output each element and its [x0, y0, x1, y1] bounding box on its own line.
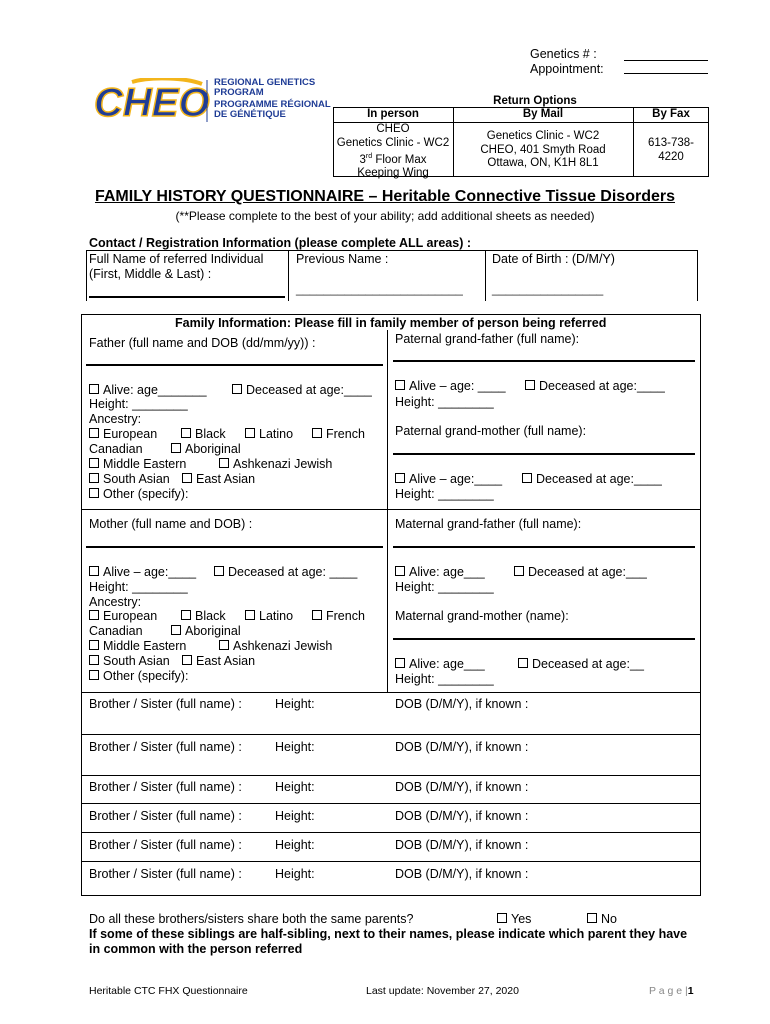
mother-european[interactable]: European [89, 609, 157, 623]
page-subtitle: (**Please complete to the best of your ability; add additional sheets as needed) [175, 209, 595, 223]
father-alive[interactable]: Alive: age_______ [89, 383, 207, 397]
appointment-field[interactable] [624, 73, 708, 74]
in-person-address: CHEO Genetics Clinic - WC2 3rd Floor Max Keeping Wing [336, 123, 450, 180]
father-aboriginal[interactable]: Aboriginal [171, 442, 241, 456]
dob-label: Date of Birth : (D/M/Y) [492, 252, 615, 266]
father-ancestry-label: Ancestry: [89, 412, 142, 426]
checkbox-icon[interactable] [171, 443, 181, 453]
sibling-divider-3 [81, 775, 701, 776]
mother-ancestry-label: Ancestry: [89, 595, 142, 609]
checkbox-icon[interactable] [395, 658, 405, 668]
sibling-4-label: Brother / Sister (full name) : [89, 809, 242, 823]
sibling-4-height: Height: [275, 809, 315, 823]
father-name-field[interactable] [86, 364, 383, 366]
previous-name-field[interactable]: ________________________ [296, 282, 463, 296]
mother-other[interactable]: Other (specify): [89, 669, 188, 683]
sibling-3-dob: DOB (D/M/Y), if known : [395, 780, 529, 794]
mother-black[interactable]: Black [181, 609, 226, 623]
checkbox-icon[interactable] [219, 458, 229, 468]
checkbox-icon[interactable] [219, 640, 229, 650]
father-label: Father (full name and DOB (dd/mm/yy)) : [89, 336, 316, 350]
pgm-name-field[interactable] [393, 453, 695, 455]
logo-text-3: PROGRAMME RÉGIONAL [214, 99, 331, 110]
checkbox-icon[interactable] [89, 670, 99, 680]
mother-middle-eastern[interactable]: Middle Eastern [89, 639, 186, 653]
sibling-3-label: Brother / Sister (full name) : [89, 780, 242, 794]
sibling-6-dob: DOB (D/M/Y), if known : [395, 867, 529, 881]
mgm-label: Maternal grand-mother (name): [395, 609, 569, 623]
mother-canadian: Canadian [89, 624, 143, 638]
pgm-label: Paternal grand-mother (full name): [395, 424, 587, 438]
contact-border-right [697, 250, 698, 301]
mgf-deceased[interactable]: Deceased at age:___ [514, 565, 647, 579]
checkbox-icon[interactable] [395, 380, 405, 390]
father-east-asian[interactable]: East Asian [182, 472, 255, 486]
mother-east-asian[interactable]: East Asian [182, 654, 255, 668]
checkbox-icon[interactable] [89, 428, 99, 438]
pgf-label: Paternal grand-father (full name): [395, 332, 580, 346]
family-info-heading: Family Information: Please fill in family member of person being referred [175, 316, 607, 330]
sibling-6-label: Brother / Sister (full name) : [89, 867, 242, 881]
pgm-alive[interactable]: Alive – age:____ [395, 472, 502, 486]
checkbox-icon[interactable] [395, 473, 405, 483]
sibling-6-height: Height: [275, 867, 315, 881]
sibling-divider-2 [81, 734, 701, 735]
full-name-field[interactable] [89, 296, 285, 298]
footer-doc-name: Heritable CTC FHX Questionnaire [89, 985, 248, 997]
sibling-5-height: Height: [275, 838, 315, 852]
checkbox-icon[interactable] [312, 610, 322, 620]
page-title: FAMILY HISTORY QUESTIONNAIRE – Heritable Connective Tissue Disorders [94, 188, 675, 205]
same-parents-yes[interactable]: Yes [497, 912, 531, 926]
father-latino[interactable]: Latino [245, 427, 293, 441]
checkbox-icon[interactable] [89, 458, 99, 468]
sibling-2-dob: DOB (D/M/Y), if known : [395, 740, 529, 754]
same-parents-no[interactable]: No [587, 912, 617, 926]
half-sibling-note-2: in common with the person referred [89, 942, 303, 956]
sibling-3-height: Height: [275, 780, 315, 794]
family-row-divider [81, 509, 701, 510]
checkbox-icon[interactable] [182, 655, 192, 665]
mother-deceased[interactable]: Deceased at age: ____ [214, 565, 357, 579]
mgm-deceased[interactable]: Deceased at age:__ [518, 657, 644, 671]
genetics-number-label: Genetics # : [530, 47, 597, 61]
checkbox-icon[interactable] [89, 655, 99, 665]
father-european[interactable]: European [89, 427, 157, 441]
pgm-deceased[interactable]: Deceased at age:____ [522, 472, 662, 486]
checkbox-icon[interactable] [497, 913, 507, 923]
footer-page: P a g e |1 [649, 985, 694, 997]
father-ashkenazi[interactable]: Ashkenazi Jewish [219, 457, 332, 471]
fax-number: 613-738- 4220 [647, 137, 695, 163]
mgf-alive[interactable]: Alive: age___ [395, 565, 485, 579]
svg-text:CHEO: CHEO [94, 81, 210, 125]
sibling-1-height: Height: [275, 697, 315, 711]
sibling-5-dob: DOB (D/M/Y), if known : [395, 838, 529, 852]
cheo-logo [92, 77, 331, 126]
checkbox-icon[interactable] [514, 566, 524, 576]
checkbox-icon[interactable] [181, 428, 191, 438]
sibling-divider-4 [81, 803, 701, 804]
by-mail-heading: By Mail [522, 108, 564, 120]
checkbox-icon[interactable] [525, 380, 535, 390]
father-middle-eastern[interactable]: Middle Eastern [89, 457, 186, 471]
in-person-heading: In person [367, 108, 419, 120]
sibling-divider-6 [81, 861, 701, 862]
checkbox-icon[interactable] [171, 625, 181, 635]
father-south-asian[interactable]: South Asian [89, 472, 170, 486]
mother-south-asian[interactable]: South Asian [89, 654, 170, 668]
checkbox-icon[interactable] [522, 473, 532, 483]
return-options-title: Return Options [493, 95, 577, 107]
full-name-label-1: Full Name of referred Individual [89, 252, 264, 266]
mgm-name-field[interactable] [393, 638, 695, 640]
checkbox-icon[interactable] [518, 658, 528, 668]
genetics-number-field[interactable] [624, 60, 708, 61]
mgm-alive[interactable]: Alive: age___ [395, 657, 485, 671]
checkbox-icon[interactable] [245, 428, 255, 438]
father-deceased[interactable]: Deceased at age:____ [232, 383, 372, 397]
sibling-1-label: Brother / Sister (full name) : [89, 697, 242, 711]
dob-field[interactable]: ________________ [492, 282, 604, 296]
sibling-divider-1 [81, 692, 701, 693]
checkbox-icon[interactable] [245, 610, 255, 620]
father-black[interactable]: Black [181, 427, 226, 441]
mother-ashkenazi[interactable]: Ashkenazi Jewish [219, 639, 332, 653]
logo-text-1: REGIONAL GENETICS [214, 77, 316, 88]
checkbox-icon[interactable] [232, 384, 242, 394]
appointment-label: Appointment: [530, 62, 604, 76]
same-parents-question: Do all these brothers/sisters share both the same parents? [89, 912, 414, 926]
pgf-alive[interactable]: Alive – age: ____ [395, 379, 506, 393]
father-height: Height: ________ [89, 397, 188, 411]
checkbox-icon[interactable] [587, 913, 597, 923]
checkbox-icon[interactable] [89, 566, 99, 576]
sibling-divider-5 [81, 832, 701, 833]
checkbox-icon[interactable] [182, 473, 192, 483]
contact-top-border [86, 250, 698, 251]
footer-last-update: Last update: November 27, 2020 [366, 985, 519, 997]
checkbox-icon[interactable] [312, 428, 322, 438]
contact-divider-1 [288, 250, 289, 301]
mgm-height: Height: ________ [395, 672, 494, 686]
checkbox-icon[interactable] [181, 610, 191, 620]
mother-label: Mother (full name and DOB) : [89, 517, 253, 531]
checkbox-icon[interactable] [89, 473, 99, 483]
mgf-name-field[interactable] [393, 546, 695, 548]
checkbox-icon[interactable] [89, 488, 99, 498]
sibling-1-dob: DOB (D/M/Y), if known : [395, 697, 529, 711]
checkbox-icon[interactable] [89, 640, 99, 650]
logo-text-2: PROGRAM [214, 87, 264, 98]
pgf-height: Height: ________ [395, 395, 494, 409]
checkbox-icon[interactable] [89, 610, 99, 620]
logo-text-4: DE GÉNÉTIQUE [214, 109, 286, 120]
checkbox-icon[interactable] [395, 566, 405, 576]
pgf-deceased[interactable]: Deceased at age:____ [525, 379, 665, 393]
contact-heading: Contact / Registration Information (please complete ALL areas) : [89, 236, 472, 250]
full-name-label-2: (First, Middle & Last) : [89, 267, 212, 281]
family-middle-divider [387, 330, 388, 692]
sibling-2-height: Height: [275, 740, 315, 754]
father-canadian: Canadian [89, 442, 143, 456]
mgf-label: Maternal grand-father (full name): [395, 517, 582, 531]
mother-name-field[interactable] [86, 546, 383, 548]
pgf-name-field[interactable] [393, 360, 695, 362]
mother-aboriginal[interactable]: Aboriginal [171, 624, 241, 638]
father-other[interactable]: Other (specify): [89, 487, 188, 501]
contact-divider-2 [485, 250, 486, 301]
sibling-4-dob: DOB (D/M/Y), if known : [395, 809, 529, 823]
pgm-height: Height: ________ [395, 487, 494, 501]
mother-latino[interactable]: Latino [245, 609, 293, 623]
half-sibling-note-1: If some of these siblings are half-sibling, next to their names, please indicate which parent they have [89, 927, 688, 941]
mail-address: Genetics Clinic - WC2 CHEO, 401 Smyth Road Ottawa, ON, K1H 8L1 [480, 130, 606, 169]
checkbox-icon[interactable] [89, 384, 99, 394]
mother-french[interactable]: French [312, 609, 365, 623]
previous-name-label: Previous Name : [296, 252, 389, 266]
father-french[interactable]: French [312, 427, 365, 441]
checkbox-icon[interactable] [214, 566, 224, 576]
mother-height: Height: ________ [89, 580, 188, 594]
by-fax-heading: By Fax [652, 108, 690, 120]
mother-alive[interactable]: Alive – age:____ [89, 565, 196, 579]
sibling-2-label: Brother / Sister (full name) : [89, 740, 242, 754]
contact-border-left [86, 250, 87, 301]
sibling-5-label: Brother / Sister (full name) : [89, 838, 242, 852]
mgf-height: Height: ________ [395, 580, 494, 594]
